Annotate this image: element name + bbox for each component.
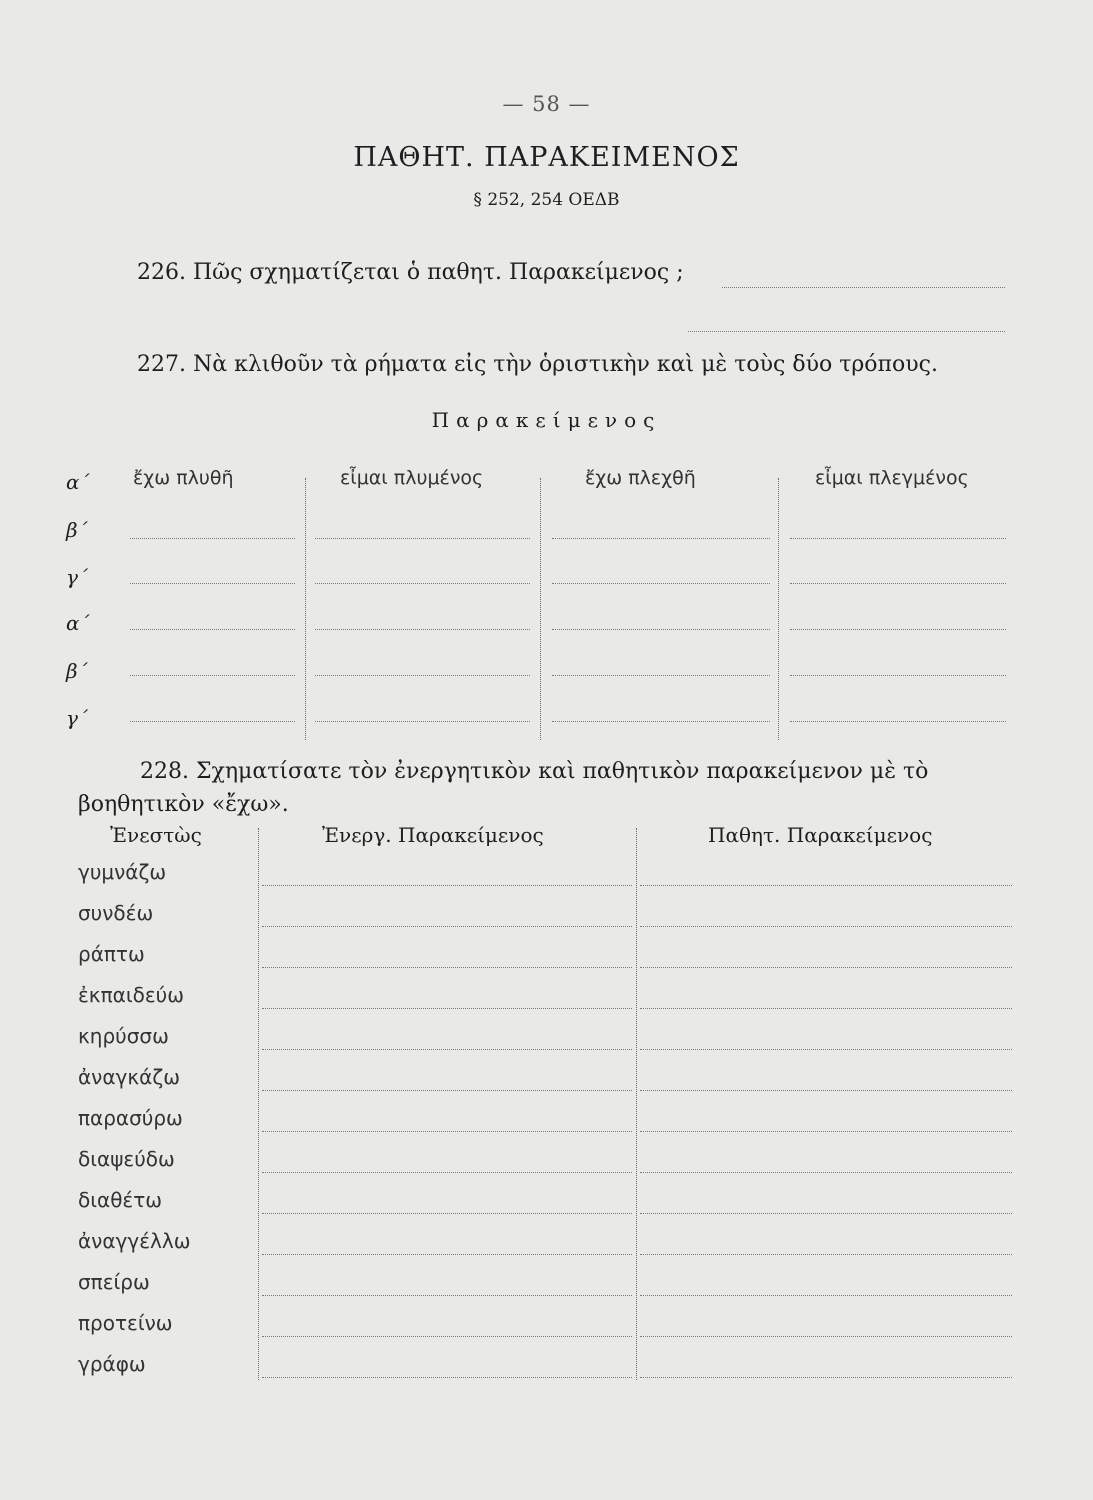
table-title: Παρακείμενος	[431, 408, 662, 432]
active-perfect-answer-line[interactable]	[262, 1008, 632, 1009]
answer-line[interactable]	[790, 675, 1006, 676]
present-verb: διαψεύδω	[78, 1147, 175, 1171]
section-reference: § 252, 254 ΟΕΔΒ	[473, 190, 620, 210]
passive-perfect-answer-line[interactable]	[640, 1254, 1012, 1255]
present-verb: ἀναγκάζω	[78, 1065, 180, 1089]
active-perfect-answer-line[interactable]	[262, 1131, 632, 1132]
row-label: β΄	[66, 659, 88, 683]
answer-line[interactable]	[552, 675, 770, 676]
active-perfect-answer-line[interactable]	[262, 926, 632, 927]
passive-perfect-answer-line[interactable]	[640, 1295, 1012, 1296]
answer-line[interactable]	[552, 629, 770, 630]
conjugation-cell: εἶμαι πλυμένος	[340, 467, 484, 489]
answer-line[interactable]	[790, 583, 1006, 584]
active-perfect-answer-line[interactable]	[262, 885, 632, 886]
conjugation-cell: ἔχω πλυθῆ	[133, 467, 234, 489]
passive-perfect-answer-line[interactable]	[640, 1090, 1012, 1091]
active-perfect-answer-line[interactable]	[262, 1213, 632, 1214]
passive-perfect-answer-line[interactable]	[640, 1377, 1012, 1378]
answer-line[interactable]	[130, 675, 295, 676]
present-verb: κηρύσσω	[78, 1024, 169, 1048]
passive-perfect-answer-line[interactable]	[640, 1049, 1012, 1050]
present-verb: προτείνω	[78, 1311, 173, 1335]
present-verb: γυμνάζω	[78, 860, 167, 884]
active-perfect-answer-line[interactable]	[262, 1336, 632, 1337]
active-perfect-answer-line[interactable]	[262, 1049, 632, 1050]
answer-line[interactable]	[552, 538, 770, 539]
answer-line[interactable]	[130, 721, 295, 722]
active-perfect-answer-line[interactable]	[262, 1295, 632, 1296]
present-verb: σπείρω	[78, 1270, 150, 1294]
answer-line[interactable]	[790, 629, 1006, 630]
answer-line[interactable]	[130, 538, 295, 539]
question-226: 226. Πῶς σχηματίζεται ὁ παθητ. Παρακείμενος ;	[137, 260, 684, 285]
column-divider	[636, 828, 637, 1380]
row-label: γ΄	[66, 565, 88, 589]
answer-line[interactable]	[315, 675, 530, 676]
active-perfect-answer-line[interactable]	[262, 1172, 632, 1173]
passive-perfect-answer-line[interactable]	[640, 1213, 1012, 1214]
passive-perfect-answer-line[interactable]	[640, 1172, 1012, 1173]
answer-line[interactable]	[315, 538, 530, 539]
active-perfect-answer-line[interactable]	[262, 1090, 632, 1091]
page-title: ΠΑΘΗΤ. ΠΑΡΑΚΕΙΜΕΝΟΣ	[353, 142, 740, 173]
column-divider	[305, 478, 306, 740]
passive-perfect-answer-line[interactable]	[640, 1131, 1012, 1132]
passive-perfect-answer-line[interactable]	[640, 1336, 1012, 1337]
answer-line[interactable]	[790, 538, 1006, 539]
present-verb: ἐκπαιδεύω	[78, 983, 184, 1007]
row-label: γ΄	[66, 706, 88, 730]
passive-perfect-answer-line[interactable]	[640, 967, 1012, 968]
active-perfect-answer-line[interactable]	[262, 967, 632, 968]
row-label: α΄	[66, 470, 90, 494]
answer-line[interactable]	[130, 583, 295, 584]
present-verb: ράπτω	[78, 942, 145, 966]
present-verb: ἀναγγέλλω	[78, 1229, 191, 1253]
column-header-passive-perfect: Παθητ. Παρακείμενος	[708, 823, 933, 847]
present-verb: συνδέω	[78, 901, 154, 925]
conjugation-cell: ἔχω πλεχθῆ	[585, 467, 696, 489]
active-perfect-answer-line[interactable]	[262, 1377, 632, 1378]
answer-line[interactable]	[315, 721, 530, 722]
passive-perfect-answer-line[interactable]	[640, 885, 1012, 886]
active-perfect-answer-line[interactable]	[262, 1254, 632, 1255]
column-divider	[778, 478, 779, 740]
question-228: 228. Σχηματίσατε τὸν ἐνεργητικὸν καὶ παθητικὸν παρακείμενον μὲ τὸ	[140, 759, 929, 784]
passive-perfect-answer-line[interactable]	[640, 926, 1012, 927]
answer-line[interactable]	[722, 287, 1005, 288]
present-verb: γράφω	[78, 1352, 146, 1376]
row-label: α΄	[66, 611, 90, 635]
answer-line[interactable]	[790, 721, 1006, 722]
passive-perfect-answer-line[interactable]	[640, 1008, 1012, 1009]
question-227: 227. Νὰ κλιθοῦν τὰ ρήματα εἰς τὴν ὁριστικὴν καὶ μὲ τοὺς δύο τρόπους.	[137, 352, 938, 377]
question-228-continued: βοηθητικὸν «ἔχω».	[78, 792, 289, 817]
answer-line[interactable]	[315, 583, 530, 584]
column-divider	[540, 478, 541, 740]
row-label: β΄	[66, 518, 88, 542]
column-header-active-perfect: Ἐνεργ. Παρακείμενος	[322, 823, 544, 847]
column-divider	[258, 828, 259, 1380]
present-verb: παρασύρω	[78, 1106, 183, 1130]
answer-line[interactable]	[688, 331, 1005, 332]
answer-line[interactable]	[130, 629, 295, 630]
answer-line[interactable]	[315, 629, 530, 630]
answer-line[interactable]	[552, 583, 770, 584]
column-header-present: Ἐνεστὼς	[110, 823, 202, 847]
conjugation-cell: εἶμαι πλεγμένος	[815, 467, 969, 489]
answer-line[interactable]	[552, 721, 770, 722]
present-verb: διαθέτω	[78, 1188, 163, 1212]
page-number: — 58 —	[502, 92, 591, 116]
